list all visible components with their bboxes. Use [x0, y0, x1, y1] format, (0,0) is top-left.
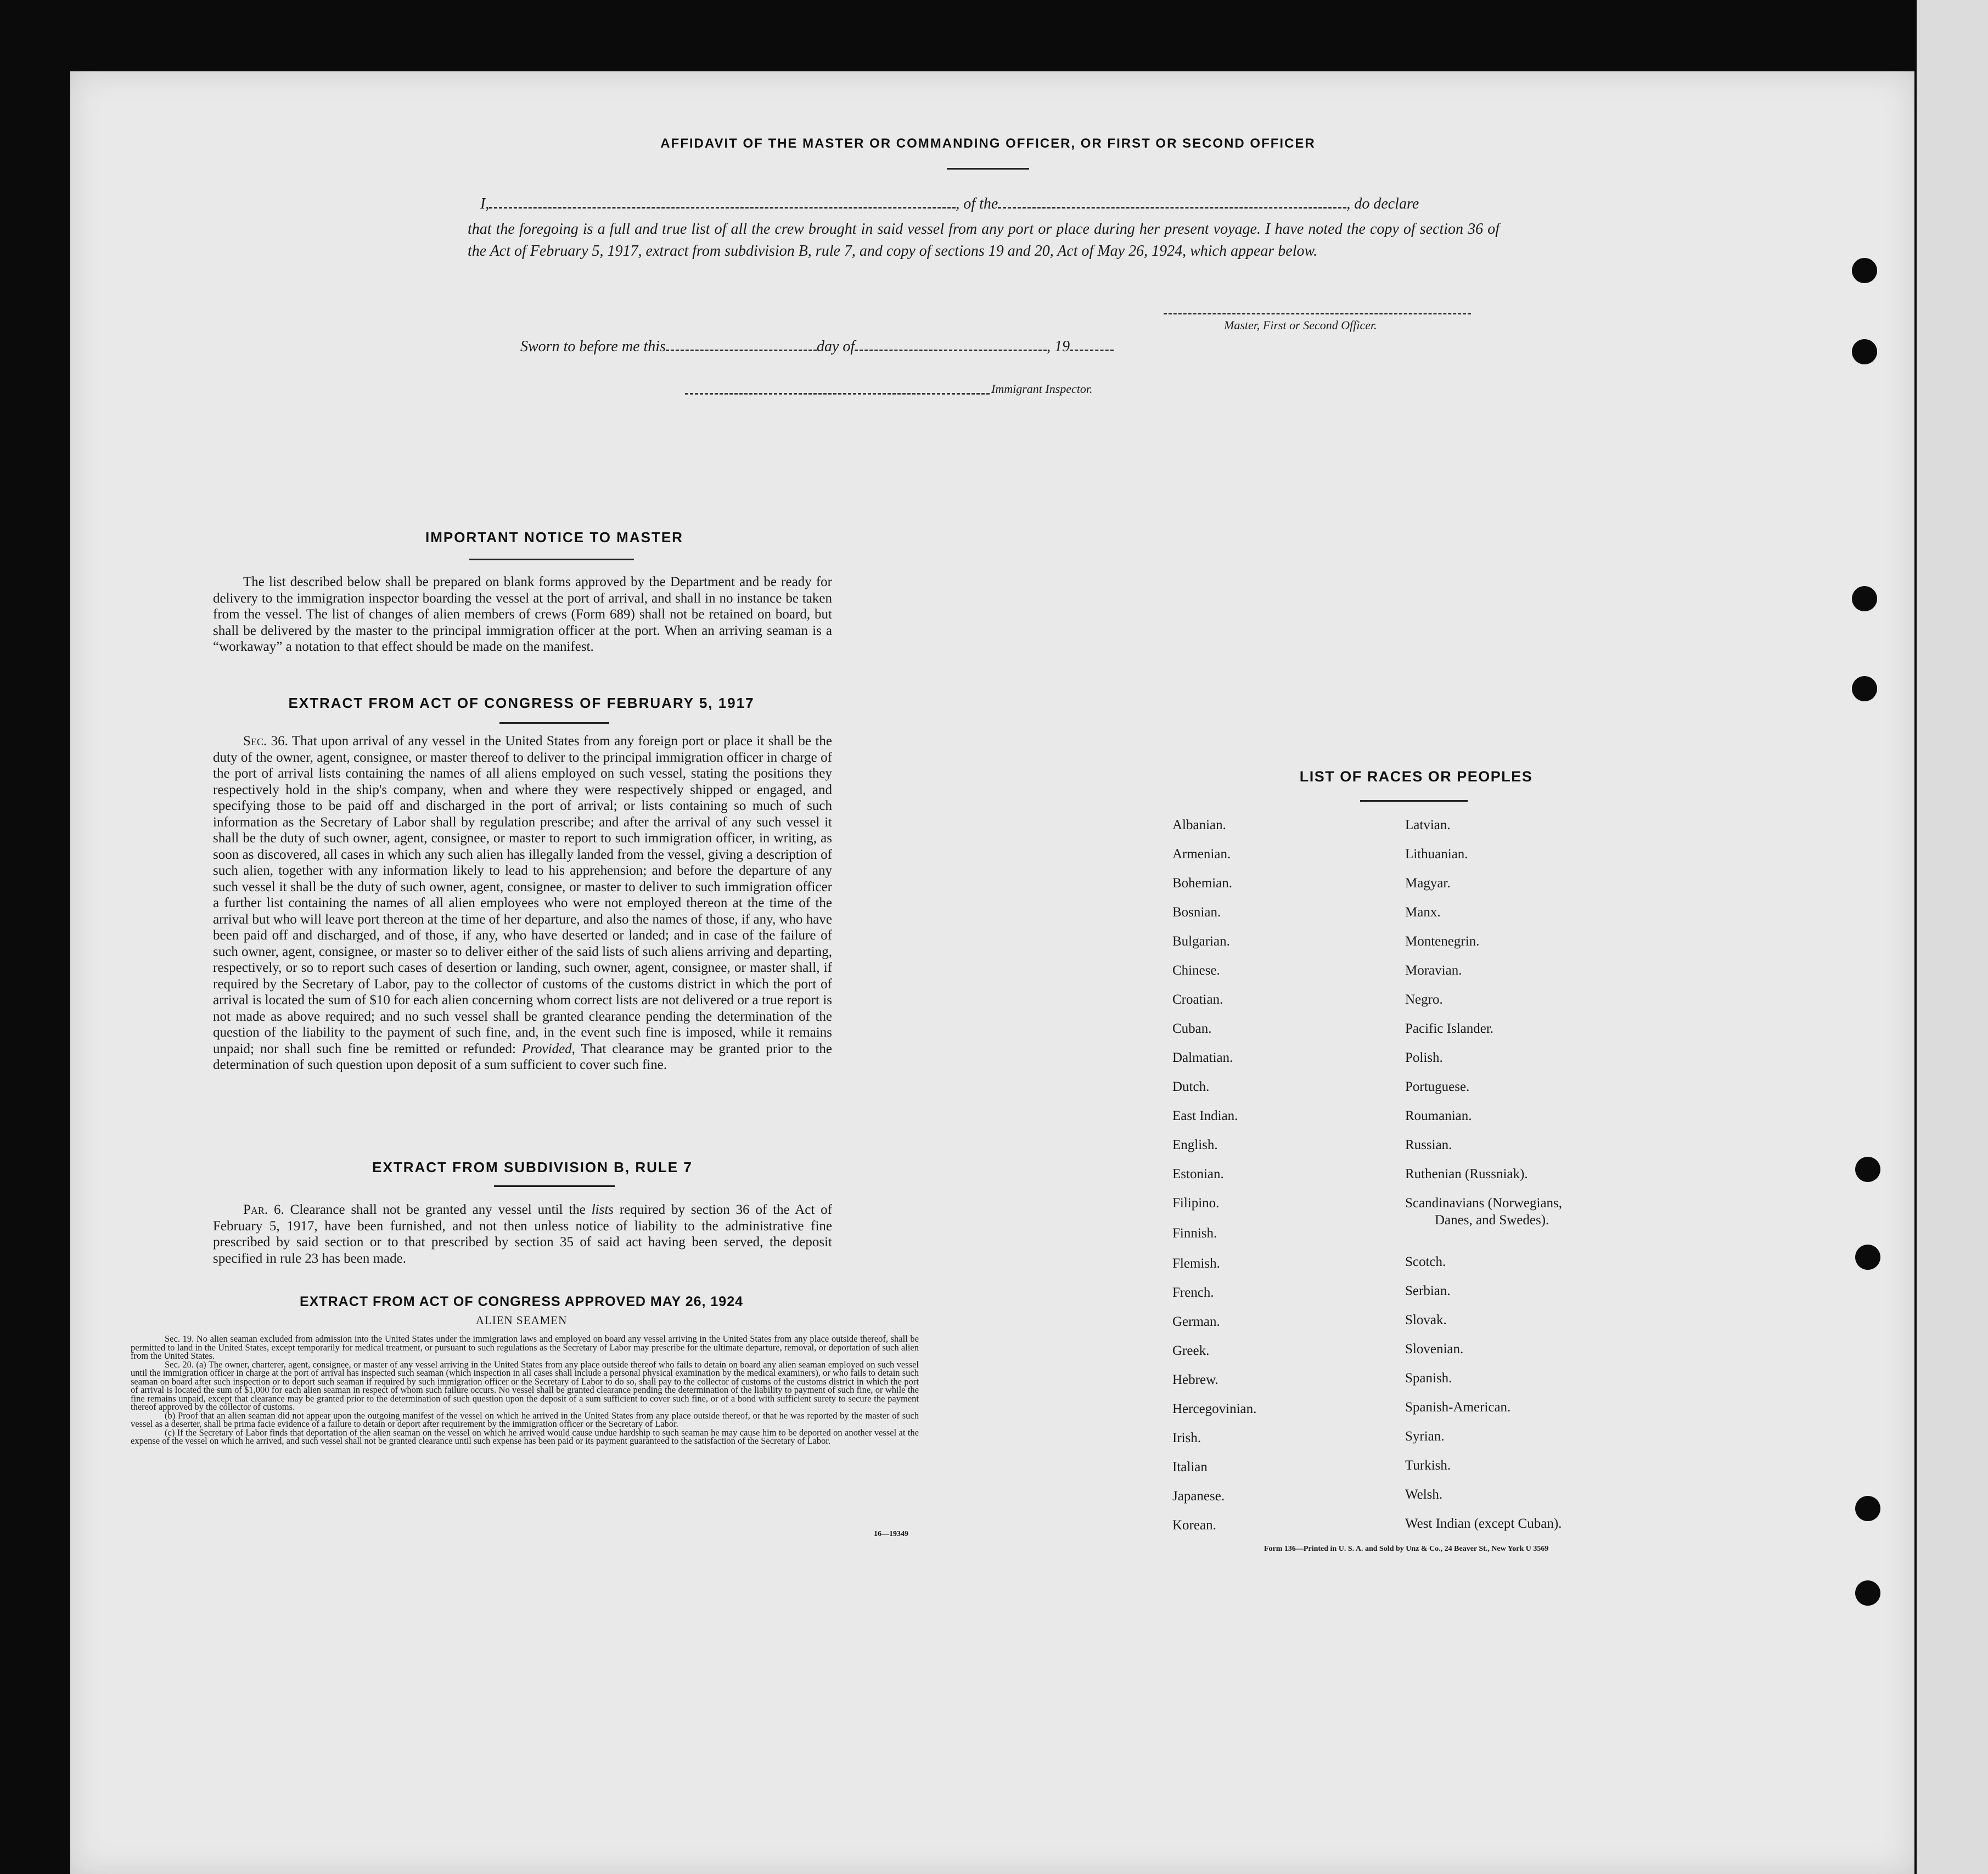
race-left: Hebrew.	[1172, 1372, 1218, 1387]
notice-title: IMPORTANT NOTICE TO MASTER	[425, 529, 683, 545]
race-right: Ruthenian (Russniak).	[1405, 1167, 1528, 1181]
act1917-text-end: That clearance may be granted prior to the determination of such question upon deposit of a sum sufficient to cover such fine.	[213, 1041, 833, 1072]
race-left: Flemish.	[1172, 1256, 1220, 1271]
scan-border-top	[0, 0, 1988, 71]
race-right: Syrian.	[1405, 1429, 1445, 1444]
binder-hole	[1852, 586, 1877, 611]
form-code: 16—19349	[874, 1530, 908, 1538]
vessel-blank	[998, 207, 1346, 209]
race-left: Albanian.	[1172, 818, 1226, 832]
act1917-title: EXTRACT FROM ACT OF CONGRESS OF FEBRUARY 5, 1917	[288, 695, 755, 711]
rule7-text-a: Clearance shall not be granted any vessel until the	[290, 1202, 586, 1217]
sworn-line	[520, 338, 1114, 356]
race-right: Latvian.	[1405, 818, 1451, 832]
affidavit-body: that the foregoing is a full and true list of all the crew brought in said vessel from any port or place during her present voyage. I have noted the copy of section 36 of the Act of February 5, 1917, extract from subdivision B, rule 7, and copy of sections 19 and 20, Act of May 26, 1924, which appear below.	[468, 221, 1500, 260]
race-left: Croatian.	[1172, 992, 1223, 1007]
act1917-section-36	[213, 733, 832, 1073]
race-left: German.	[1172, 1314, 1220, 1329]
race-right: West Indian (except Cuban).	[1405, 1516, 1562, 1531]
race-left: Greek.	[1172, 1343, 1210, 1358]
race-right: Roumanian.	[1405, 1108, 1472, 1123]
sworn-day-of: day of	[816, 338, 855, 355]
affidavit-of-the: , of the	[956, 195, 998, 212]
binder-hole	[1855, 1157, 1880, 1182]
race-right: Slovenian.	[1405, 1342, 1464, 1357]
title-rule	[947, 168, 1029, 170]
race-left: Hercegovinian.	[1172, 1402, 1257, 1416]
race-right: Welsh.	[1405, 1487, 1443, 1502]
race-left: Bosnian.	[1172, 905, 1221, 920]
race-right: Turkish.	[1405, 1458, 1451, 1473]
affidavit-title: AFFIDAVIT OF THE MASTER OR COMMANDING OFFICER, OR FIRST OR SECOND OFFICER	[660, 136, 1316, 151]
notice-rule	[469, 559, 634, 560]
binder-hole	[1852, 339, 1877, 364]
act1924-sections	[131, 1335, 919, 1445]
form-footer: Form 136—Printed in U. S. A. and Sold by Unz & Co., 24 Beaver St., New York U 3569	[1264, 1545, 1549, 1553]
race-left: Armenian.	[1172, 847, 1231, 862]
master-label: Master, First or Second Officer.	[1224, 318, 1377, 332]
binder-hole	[1852, 676, 1877, 701]
race-right: Scandinavians (Norwegians,	[1405, 1196, 1563, 1211]
sworn-year: , 19	[1047, 338, 1070, 355]
sworn-day-blank	[666, 350, 817, 351]
act1917-rule	[499, 722, 609, 724]
act1924-sec20b: (b) Proof that an alien seaman did not appear upon the outgoing manifest of the vessel on which he arrived in the United States from any place outside thereof, or that he was reported by the master of such vessel as a deserter, shall be prima facie evidence of a failure to detain or deport after requirement by the immigration officer or the Secretary of Labor.	[131, 1410, 919, 1429]
sworn-prefix: Sworn to before me this	[520, 338, 666, 355]
page-edge	[1917, 0, 1988, 1874]
race-left: Dalmatian.	[1172, 1050, 1233, 1065]
rule7-text-b: required by section 36 of the Act of February 5, 1917, have been furnished, and not then unless notice of liability to the administrative fine prescribed by said section or to that prescribed by section 35 of said act having been served, the deposit specified in rule 23 has been made.	[213, 1202, 832, 1266]
rule7-lists: lists	[591, 1202, 614, 1217]
race-right: Montenegrin.	[1405, 934, 1480, 949]
race-left: Dutch.	[1172, 1079, 1210, 1094]
act1917-text: That upon arrival of any vessel in the United States from any foreign port or place it shall be the duty of the owner, agent, consignee, or master thereof to deliver to the principal immigration officer in charge of the port of arrival lists containing the names of all aliens employed on such vessel, stating the positions they respectively hold in the ship's company, when and where they were respectively shipped or engaged, and specifying those to be paid off and discharged in the port of arrival; or lists containing so much of such information as the Secretary of Labor shall by regulation prescribe; and after the arrival of any such vessel it shall be the duty of such owner, agent, consignee, or master to report to such immigration officer, in writing, as soon as discovered, all cases in which any such alien has illegally landed from the vessel, giving a description of such alien, together with any information likely to lead to his apprehension; and before the departure of any such vessel it shall be the duty of such owner, agent, consignee, or master to deliver to such immigration officer a further list containing the names of all alien employees who were not employed thereon at the time of the arrival but who will leave port thereon at the time of her departure, and also the names of those, if any, who have been paid off and discharged, and of those, if any, who have deserted or landed; and in case of the failure of such owner, agent, consignee, or master so to deliver either of the said lists of such aliens arriving and departing, respectively, or so to report such cases of desertion or landing, such owner, agent, consignee, or master shall, if required by the Secretary of Labor, pay to the collector of customs of the customs district in which the port of arrival is located the sum of $10 for each alien concerning whom correct lists are not delivered or a true report is not made as above required; and no such vessel shall be granted clearance pending the determination of the question of the liability to the payment of such fine, and, in the event such fine is imposed, while it remains unpaid; nor shall such fine be remitted or refunded:	[213, 734, 833, 1056]
races-rule	[1360, 800, 1468, 802]
race-left: East Indian.	[1172, 1108, 1238, 1123]
inspector-signature-blank	[685, 393, 990, 395]
race-left: Finnish.	[1172, 1226, 1217, 1241]
rule7-par-label: Par. 6.	[243, 1202, 284, 1217]
race-left: Estonian.	[1172, 1167, 1224, 1181]
race-left: French.	[1172, 1285, 1214, 1300]
sworn-month-blank	[855, 350, 1047, 351]
race-right: Spanish.	[1405, 1371, 1452, 1386]
race-right: Portuguese.	[1405, 1079, 1470, 1094]
race-left: Cuban.	[1172, 1021, 1212, 1036]
race-left: Bohemian.	[1172, 876, 1233, 891]
binder-hole	[1855, 1245, 1880, 1270]
rule7-par-6	[213, 1202, 832, 1267]
race-right: Slovak.	[1405, 1313, 1447, 1327]
race-right: Russian.	[1405, 1138, 1452, 1152]
affidavit-do-declare: , do declare	[1346, 195, 1419, 212]
race-right: Manx.	[1405, 905, 1441, 920]
race-right: Magyar.	[1405, 876, 1451, 891]
race-right: Moravian.	[1405, 963, 1462, 978]
act1924-sec20a: Sec. 20. (a) The owner, charterer, agent, consignee, or master of any vessel arriving in the United States from any place outside thereof who fails to detain on board any alien seaman employed on such vessel until the immigration officer in charge at the port of arrival has inspected such seaman (which inspection in all cases shall include a personal physical examination by the medical examiners), or who fails to detain such seaman on board after such inspection or to deport such seaman if required by such immigration officer or the Secretary of Labor to do so, shall pay to the collector of customs of the customs district in which the port of arrival is located the sum of $1,000 for each alien seaman in respect of whom such failure occurs. No vessel shall be granted clearance pending the determination of the liability to payment of such fine, or while the fine remains unpaid, except that clearance may be granted prior to the determination of such question upon the deposit of a sum sufficient to cover such fine, or of a bond with sufficient surety to secure the payment thereof approved by the collector of customs.	[131, 1359, 919, 1412]
race-left: Italian	[1172, 1460, 1208, 1475]
race-right: Lithuanian.	[1405, 847, 1468, 862]
race-right: Spanish-American.	[1405, 1400, 1511, 1415]
act1917-sec-label: Sec. 36.	[243, 734, 288, 749]
sworn-year-blank	[1070, 350, 1114, 351]
act1924-subtitle: ALIEN SEAMEN	[475, 1314, 568, 1327]
rule7-title: EXTRACT FROM SUBDIVISION B, RULE 7	[372, 1159, 693, 1175]
notice-text: The list described below shall be prepared on blank forms approved by the Department and be ready for delivery to the immigration inspector boarding the vessel at the port of arrival, and shall in no instance be taken from the vessel. The list of changes of alien members of crews (Form 689) shall not be retained on board, but shall be delivered by the master to the principal immigration officer at the port. When an arriving seaman is a “workaway” a notation to that effect should be made on the manifest.	[213, 575, 832, 654]
race-left: Filipino.	[1172, 1196, 1220, 1211]
act1917-provided: Provided,	[521, 1041, 575, 1056]
master-signature-blank	[1164, 313, 1471, 314]
race-right: Polish.	[1405, 1050, 1443, 1065]
name-blank	[489, 207, 956, 209]
race-left: Korean.	[1172, 1518, 1216, 1533]
race-right: Pacific Islander.	[1405, 1021, 1494, 1036]
race-left: Irish.	[1172, 1431, 1201, 1445]
race-left: Japanese.	[1172, 1489, 1225, 1504]
binder-hole	[1855, 1580, 1880, 1606]
race-left: Bulgarian.	[1172, 934, 1230, 949]
race-left: Chinese.	[1172, 963, 1220, 978]
affidavit-i: I,	[480, 195, 490, 212]
binder-hole	[1855, 1496, 1880, 1521]
races-title: LIST OF RACES OR PEOPLES	[1299, 768, 1533, 785]
binder-hole	[1852, 258, 1877, 283]
act1924-sec20c: (c) If the Secretary of Labor finds that deportation of the alien seaman on the vessel on which he arrived would cause undue hardship to such seaman he may cause him to be deported on another vessel at the expense of the vessel on which he arrived, and such vessel shall not be granted clearance until such expense has been paid or its payment guaranteed to the satisfaction of the Secretary of Labor.	[131, 1427, 919, 1446]
affidavit-declaration-line	[480, 195, 1501, 213]
race-right: Scotch.	[1405, 1254, 1446, 1269]
act1924-sec19: Sec. 19. No alien seaman excluded from admission into the United States under the immigration laws and employed on board any vessel arriving in the United States from any place outside thereof, shall be permitted to land in the United States, except temporarily for medical treatment, or pursuant to such regulations as the Secretary of Labor may prescribe for the ultimate departure, removal, or deportation of such alien from the United States.	[131, 1333, 919, 1361]
race-right: Serbian.	[1405, 1284, 1451, 1298]
rule7-rule	[494, 1185, 615, 1187]
race-right: Negro.	[1405, 992, 1443, 1007]
race-right-continued: Danes, and Swedes).	[1435, 1213, 1549, 1228]
inspector-label: Immigrant Inspector.	[991, 382, 1093, 396]
act1924-title: EXTRACT FROM ACT OF CONGRESS APPROVED MAY 26, 1924	[299, 1294, 744, 1309]
race-left: English.	[1172, 1138, 1218, 1152]
